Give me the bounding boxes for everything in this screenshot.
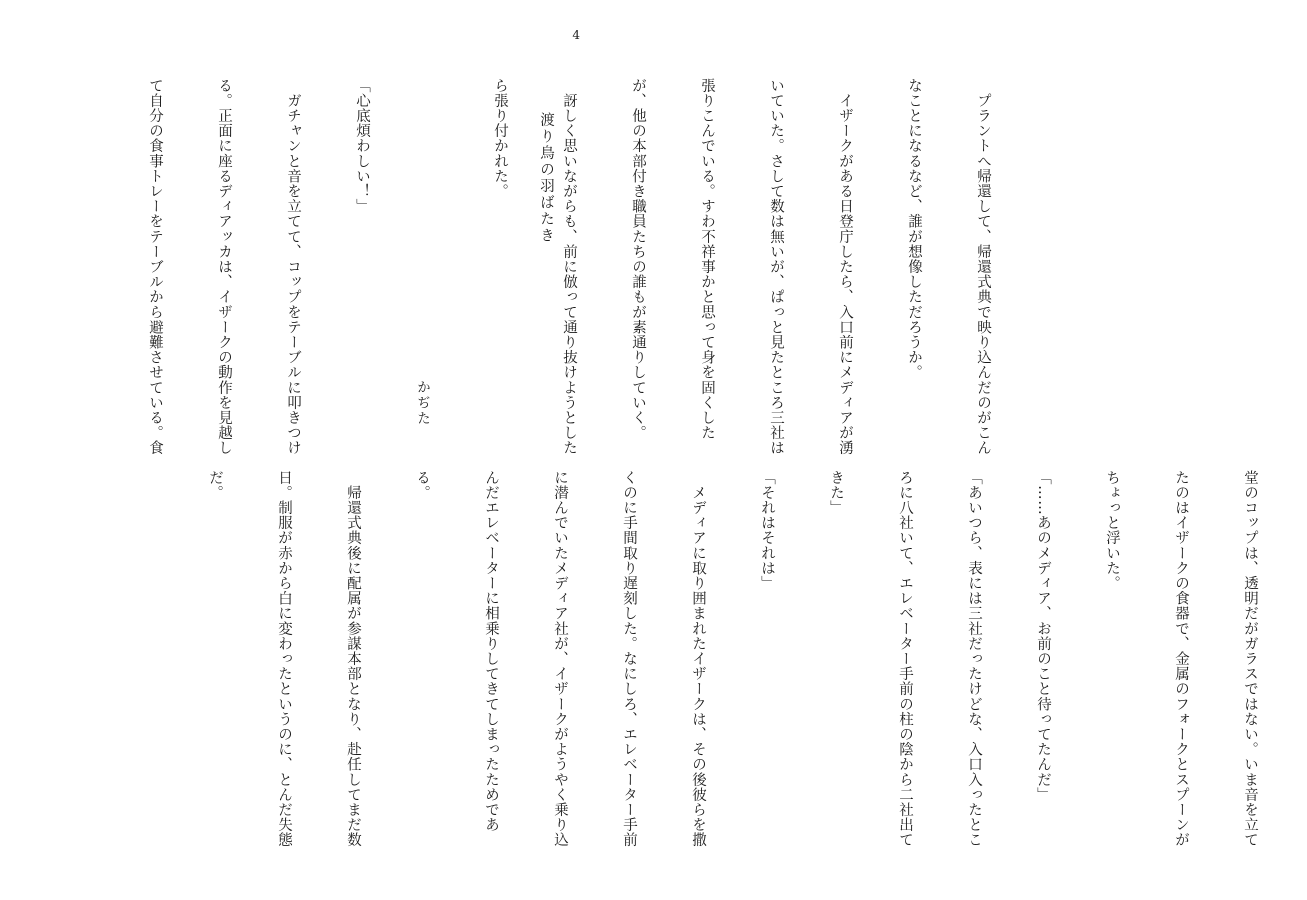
story-title: 渡り鳥の羽ばたき	[538, 112, 554, 244]
text-line: に潜んでいたメディア社が、イザークがようやく乗り込	[552, 470, 568, 848]
text-line: ら張り付かれた。	[492, 78, 508, 199]
text-line: 「……あのメディア、お前のこと待ってたんだ」	[1035, 470, 1051, 803]
text-line: だ。	[207, 470, 223, 501]
text-line: なことになるなど、誰が想像しただろうか。	[906, 78, 922, 380]
text-line: 「心底煩わしい！」	[354, 78, 370, 214]
text-line: 訝しく思いながらも、前に倣って通り抜けようとした	[561, 78, 577, 456]
text-line: て自分の食事トレーをテーブルから避難させている。食	[147, 78, 163, 456]
text-line: 日。制服が赤から白に変わったというのに、とんだ失態	[276, 470, 292, 848]
text-line: いていた。さして数は無いが、ぱっと見たところ三社は	[768, 78, 784, 456]
text-line: メディアに取り囲まれたイザークは、その後彼らを撒	[690, 470, 706, 848]
blank-line	[419, 78, 442, 428]
text-line: 帰還式典後に配属が参謀本部となり、赴任してまだ数	[345, 470, 361, 848]
text-line: 張りこんでいる。すわ不祥事かと思って身を固くした	[699, 78, 715, 441]
page-number: 4	[572, 28, 580, 42]
text-line: 「あいつら、表には三社だったけどな、入口入ったとこ	[966, 470, 982, 848]
text-line: 「それはそれは」	[759, 470, 775, 591]
text-line: たのはイザークの食器で、金属のフォークとスプーンが	[1173, 470, 1189, 848]
text-block-top	[120, 78, 1040, 456]
text-line: プラントへ帰還して、帰還式典で映り込んだのがこん	[975, 78, 991, 456]
text-line: 堂のコップは、透明だがガラスではない。いま音を立て	[1242, 470, 1258, 848]
text-line: る。	[414, 470, 430, 501]
text-line: くのに手間取り遅刻した。なにしろ、エレベーター手前	[621, 470, 637, 848]
text-line: きた」	[828, 470, 844, 516]
text-block-bottom	[180, 470, 1307, 848]
text-line: ろに八社いて、エレベーター手前の柱の陰から二社出て	[897, 470, 913, 848]
text-line: る。正面に座るディアッカは、イザークの動作を見越し	[216, 78, 232, 456]
text-line: ガチャンと音を立てて、コップをテーブルに叩きつけ	[285, 78, 301, 456]
author-name: かぢた	[414, 380, 430, 427]
text-line: んだエレベーターに相乗りしてきてしまったためであ	[483, 470, 499, 833]
text-line: ちょっと浮いた。	[1104, 470, 1120, 591]
text-line: が、他の本部付き職員たちの誰もが素通りしていく。	[630, 78, 646, 441]
text-line: イザークがある日登庁したら、入口前にメディアが湧	[837, 78, 853, 456]
